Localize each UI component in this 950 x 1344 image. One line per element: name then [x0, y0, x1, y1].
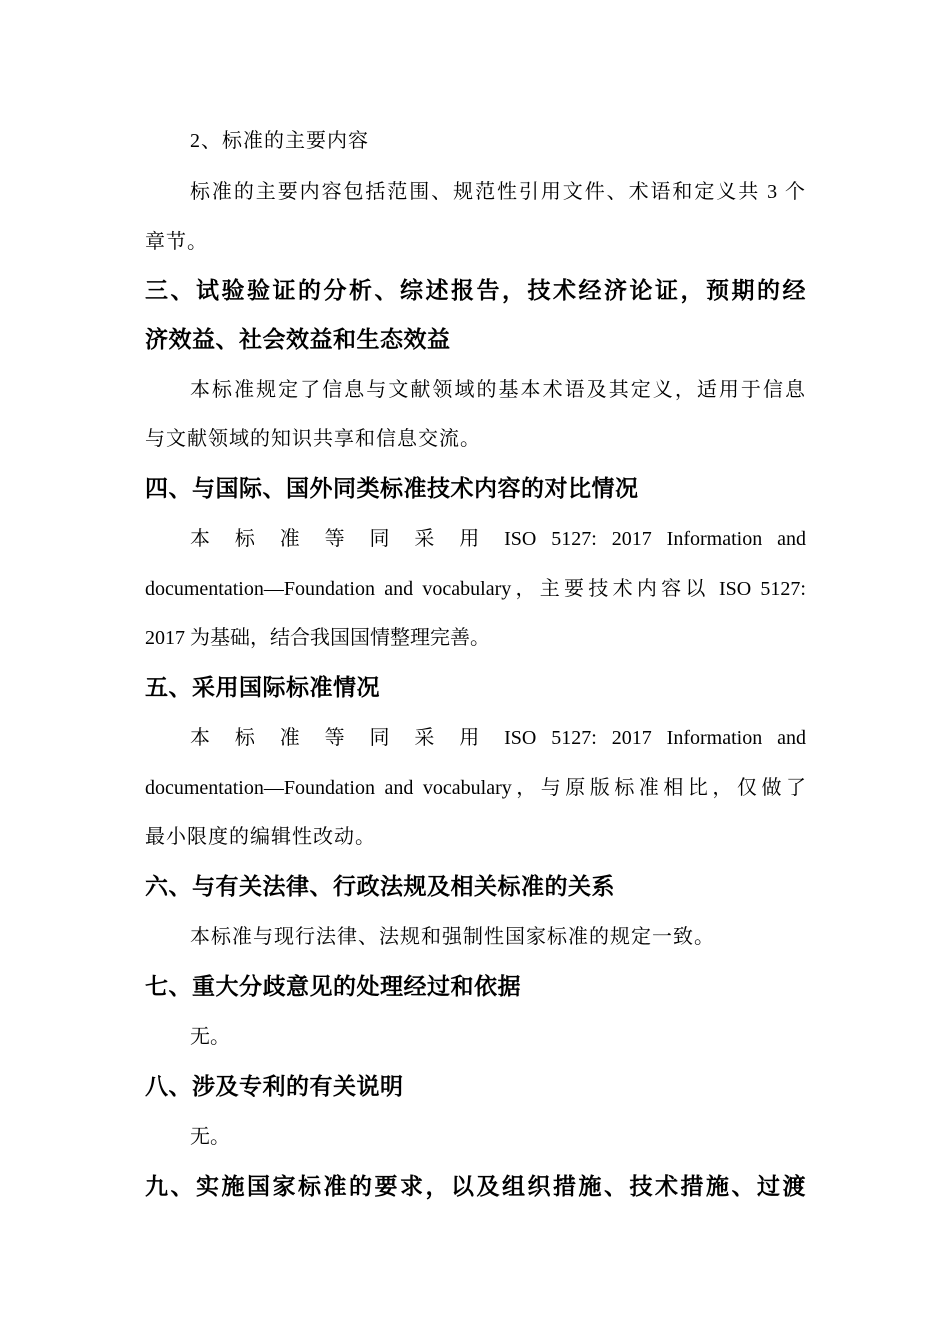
subsection-heading: 2、标准的主要内容 [190, 130, 369, 152]
section-heading-9: 九、实施国家标准的要求，以及组织措施、技术措施、过渡 [145, 1174, 806, 1200]
paragraph-line: 章节。 [145, 231, 208, 253]
paragraph-line: documentation—Foundation and vocabulary，主要技术内容以 ISO 5127: [145, 578, 806, 600]
section-heading-4: 四、与国际、国外同类标准技术内容的对比情况 [145, 476, 639, 502]
paragraph-line: 最小限度的编辑性改动。 [145, 826, 376, 848]
section-heading-3-cont: 济效益、社会效益和生态效益 [145, 327, 451, 353]
section-heading-8: 八、涉及专利的有关说明 [145, 1074, 404, 1100]
section-heading-5: 五、采用国际标准情况 [145, 675, 380, 701]
paragraph-line: 与文献领域的知识共享和信息交流。 [145, 428, 481, 450]
paragraph-line: 本标准与现行法律、法规和强制性国家标准的规定一致。 [190, 926, 715, 948]
paragraph-line: 无。 [190, 1126, 230, 1148]
paragraph-line: 本标准规定了信息与文献领域的基本术语及其定义，适用于信息 [190, 379, 806, 401]
paragraph-line: 无。 [190, 1026, 230, 1048]
section-heading-6: 六、与有关法律、行政法规及相关标准的关系 [145, 874, 615, 900]
paragraph-line: 2017 为基础，结合我国国情整理完善。 [145, 627, 490, 649]
section-heading-7: 七、重大分歧意见的处理经过和依据 [145, 974, 521, 1000]
paragraph-line: 标准的主要内容包括范围、规范性引用文件、术语和定义共 3 个 [190, 181, 806, 203]
paragraph-line: documentation—Foundation and vocabulary，与原版标准相比，仅做了 [145, 777, 806, 799]
section-heading-3: 三、试验验证的分析、综述报告，技术经济论证，预期的经 [145, 278, 806, 304]
paragraph-line: 本 标 准 等 同 采 用 ISO 5127: 2017 Information and [190, 727, 806, 749]
paragraph-line: 本 标 准 等 同 采 用 ISO 5127: 2017 Information and [190, 528, 806, 550]
